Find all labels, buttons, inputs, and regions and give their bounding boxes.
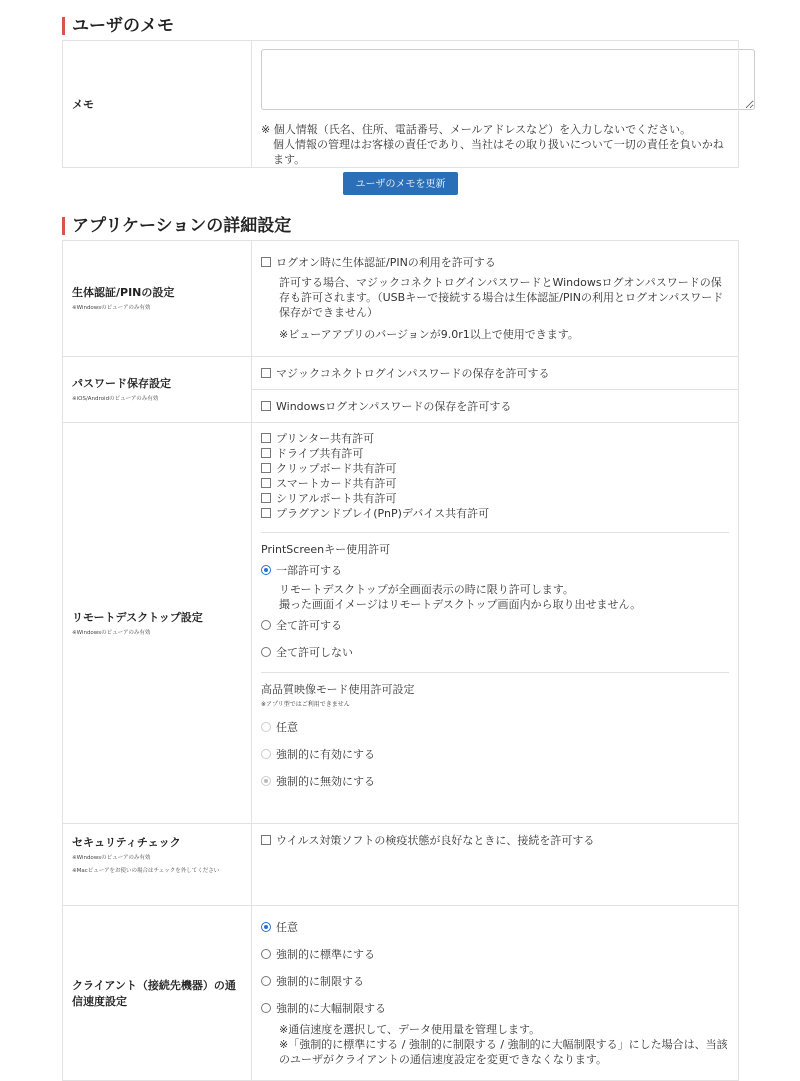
speed-note-2: ※「強制的に標準にする / 強制的に制限する / 強制的に大幅制限する」にした場合は、当該のユーザがクライアントの通信速度設定を変更できなくなります。 — [279, 1038, 728, 1066]
speed-heavy-limit-radio[interactable]: 強制的に大幅制限する — [261, 1001, 729, 1016]
hq-video-title: 高品質映像モード使用許可設定 — [261, 683, 415, 696]
printscreen-partial-radio[interactable]: 一部許可する — [261, 563, 729, 578]
hq-video-note: ※アプリ型ではご利用できません — [261, 701, 350, 708]
update-memo-button[interactable]: ユーザのメモを更新 — [343, 172, 458, 195]
radio-disabled-icon — [261, 722, 271, 732]
radio-selected-icon[interactable] — [261, 922, 271, 932]
hq-force-on-radio: 強制的に有効にする — [261, 747, 729, 762]
share-smartcard-checkbox[interactable]: スマートカード共有許可 — [261, 476, 729, 491]
checkbox-icon[interactable] — [261, 493, 271, 503]
antivirus-check-checkbox[interactable]: ウイルス対策ソフトの検疫状態が良好なときに、接続を許可する — [261, 833, 729, 848]
share-printer-checkbox[interactable]: プリンター共有許可 — [261, 431, 729, 446]
security-sublabel-2: ※Macビューアをお使いの場合はチェックを外してください — [72, 868, 220, 874]
speed-limit-radio[interactable]: 強制的に制限する — [261, 974, 729, 989]
share-drive-checkbox[interactable]: ドライブ共有許可 — [261, 446, 729, 461]
password-save-sublabel: ※iOS/Androidのビューアのみ有効 — [72, 396, 159, 402]
checkbox-icon[interactable] — [261, 257, 271, 267]
memo-textarea[interactable] — [261, 49, 755, 110]
printscreen-all-radio[interactable]: 全て許可する — [261, 618, 729, 633]
printscreen-none-radio[interactable]: 全て許可しない — [261, 645, 729, 660]
speed-any-radio[interactable]: 任意 — [261, 920, 729, 935]
checkbox-icon[interactable] — [261, 401, 271, 411]
app-settings-section-title: アプリケーションの詳細設定 — [62, 217, 291, 235]
remote-desktop-sublabel: ※Windowsのビューアのみ有効 — [72, 629, 151, 636]
radio-disabled-icon — [261, 749, 271, 759]
biometric-label: 生体認証/PINの設定 ※Windowsのビューアのみ有効 — [63, 241, 252, 357]
radio-disabled-selected-icon — [261, 776, 271, 786]
radio-icon[interactable] — [261, 1003, 271, 1013]
printscreen-desc-1: リモートデスクトップが全画面表示の時に限り許可します。 — [279, 583, 574, 596]
memo-table — [62, 40, 739, 168]
radio-icon[interactable] — [261, 976, 271, 986]
checkbox-icon[interactable] — [261, 463, 271, 473]
printscreen-title: PrintScreenキー使用許可 — [261, 543, 391, 556]
biometric-description: 許可する場合、マジックコネクトログインパスワードとWindowsログオンパスワードの保存も許可されます。（USBキーで接続する場合は生体認証/PINの利用とログオンパスワード保存ができません） — [279, 276, 724, 319]
checkbox-icon[interactable] — [261, 508, 271, 518]
memo-privacy-note: ※ 個人情報（氏名、住所、電話番号、メールアドレスなど）を入力しないでください。 — [261, 123, 692, 136]
radio-selected-icon[interactable] — [261, 565, 271, 575]
speed-note-1: ※通信速度を選択して、データ使用量を管理します。 — [279, 1023, 541, 1036]
memo-label: メモ — [63, 41, 252, 168]
save-login-password-checkbox[interactable]: マジックコネクトログインパスワードの保存を許可する — [261, 366, 729, 381]
checkbox-icon[interactable] — [261, 368, 271, 378]
biometric-checkbox[interactable]: ログオン時に生体認証/PINの利用を許可する — [261, 255, 729, 270]
security-sublabel-1: ※Windowsのビューアのみ有効 — [72, 855, 151, 861]
biometric-sublabel: ※Windowsのビューアのみ有効 — [72, 305, 151, 311]
checkbox-icon[interactable] — [261, 433, 271, 443]
speed-setting-label: クライアント（接続先機器）の通信速度設定 — [63, 906, 252, 1081]
checkbox-icon[interactable] — [261, 478, 271, 488]
radio-icon[interactable] — [261, 620, 271, 630]
memo-section-title: ユーザのメモ — [62, 17, 174, 35]
security-check-label: セキュリティチェック ※Windowsのビューアのみ有効 ※Macビューアをお使いの場合はチェックを外してください — [63, 824, 252, 906]
hq-force-off-radio: 強制的に無効にする — [261, 774, 729, 789]
share-clipboard-checkbox[interactable]: クリップボード共有許可 — [261, 461, 729, 476]
save-windows-password-checkbox[interactable]: Windowsログオンパスワードの保存を許可する — [261, 399, 729, 414]
checkbox-icon[interactable] — [261, 448, 271, 458]
radio-icon[interactable] — [261, 647, 271, 657]
biometric-version-note: ※ビューアアプリのバージョンが9.0r1以上で使用できます。 — [279, 328, 579, 341]
password-save-label: パスワード保存設定 ※iOS/Androidのビューアのみ有効 — [63, 357, 252, 423]
radio-icon[interactable] — [261, 949, 271, 959]
app-settings-table — [62, 240, 739, 1081]
hq-any-radio: 任意 — [261, 720, 729, 735]
remote-desktop-label: リモートデスクトップ設定 ※Windowsのビューアのみ有効 — [63, 423, 252, 824]
share-serialport-checkbox[interactable]: シリアルポート共有許可 — [261, 491, 729, 506]
printscreen-desc-2: 撮った画面イメージはリモートデスクトップ画面内から取り出せません。 — [279, 598, 642, 611]
memo-responsibility-note: 個人情報の管理はお客様の責任であり、当社はその取り扱いについて一切の責任を負いかねます。 — [273, 138, 724, 166]
checkbox-icon[interactable] — [261, 835, 271, 845]
share-pnp-checkbox[interactable]: プラグアンドプレイ(PnP)デバイス共有許可 — [261, 506, 729, 521]
speed-standard-radio[interactable]: 強制的に標準にする — [261, 947, 729, 962]
